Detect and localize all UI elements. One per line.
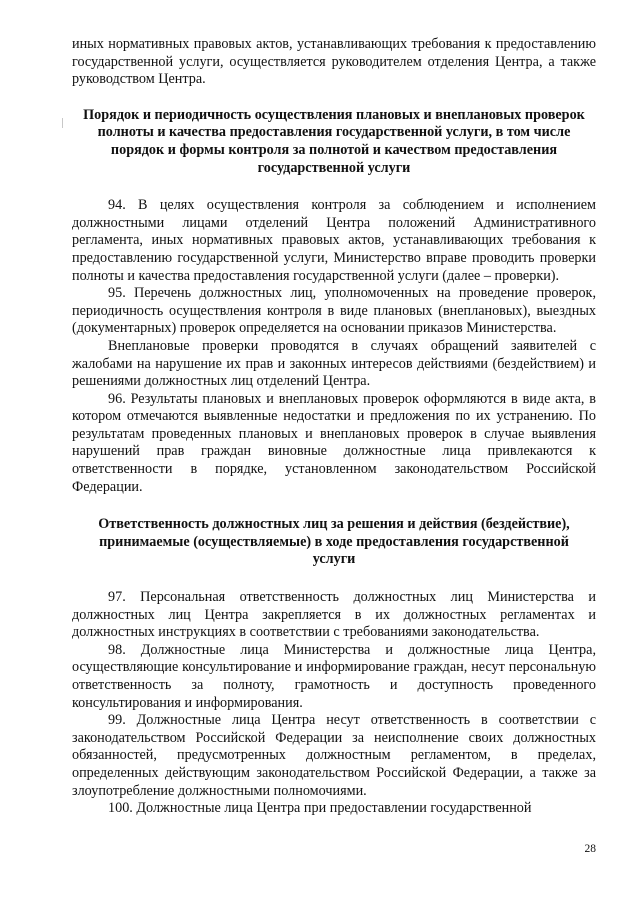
paragraph-99: 99. Должностные лица Центра несут ответственность в соответствии с законодательством Российской Федерации за неисполнение своих должностных обязанностей, предусмотренных должностным регламентом, в пределах, определенных действующим законодательством Российской Федерации, а также за злоупотребление должностными полномочиями. (72, 712, 596, 799)
paragraph-96: 96. Результаты плановых и внеплановых проверок оформляются в виде акта, в котором отмечаются выявленные недостатки и предложения по их устранению. По результатам проведенных плановых и внеплановых проверок в случае выявления нарушений прав граждан виновные должностные лица привлекаются к ответственности в порядке, установленном законодательством Российской Федерации. (72, 390, 596, 495)
section-2-heading: Ответственность должностных лиц за решения и действия (бездействие), принимаемые (осуществляемые) в ходе предоставления государственной услуги (98, 516, 570, 568)
paragraph-94: 94. В целях осуществления контроля за соблюдением и исполнением должностными лицами отделений Центра положений Административного регламента, иных нормативных правовых актов, устанавливающих требования к предоставлению государственной услуги, Министерство вправе проводить проверки полноты и качества предоставления государственной услуги (далее – проверки). (72, 197, 596, 284)
paragraph-97: 97. Персональная ответственность должностных лиц Министерства и должностных лиц Центра закрепляется в их должностных регламентах и должностных инструкциях в соответствии с требованиями законодательства. (72, 589, 596, 641)
scan-mark (62, 118, 63, 128)
paragraph-98: 98. Должностные лица Министерства и должностные лица Центра, осуществляющие консультирование и информирование граждан, несут персональную ответственность за полноту, грамотность и доступность проведенного консультирования и информирования. (72, 641, 596, 711)
page-number: 28 (584, 843, 596, 855)
paragraph-100: 100. Должностные лица Центра при предоставлении государственной (108, 800, 532, 817)
section-1-heading: Порядок и периодичность осуществления плановых и внеплановых проверок полноты и качества предоставления государственной услуги, в том числе порядок и формы контроля за полнотой и качеством предоставления государственной услуги (83, 106, 585, 176)
intro-paragraph: иных нормативных правовых актов, устанавливающих требования к предоставлению государственной услуги, осуществляется руководителем отделения Центра, а также руководством Центра. (72, 36, 596, 88)
paragraph-95: 95. Перечень должностных лиц, уполномоченных на проведение проверок, периодичность осуществления контроля в виде плановых (внеплановых), выездных (документарных) проверок определяется на основании приказов Министерства. (72, 285, 596, 337)
paragraph-unscheduled-checks: Внеплановые проверки проводятся в случаях обращений заявителей с жалобами на нарушение их прав и законных интересов действиями (бездействием) и решениями должностных лиц отделений Центра. (72, 337, 596, 390)
